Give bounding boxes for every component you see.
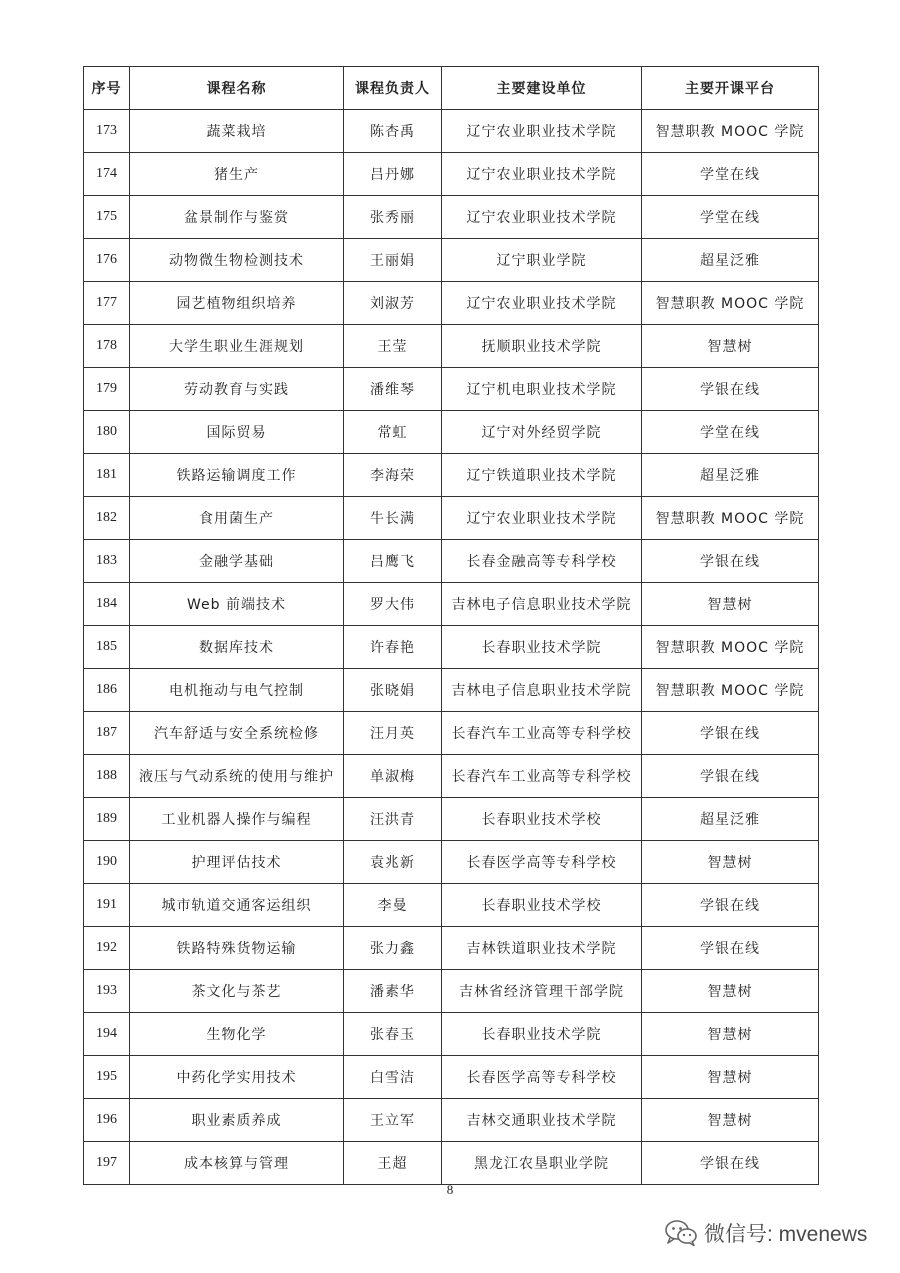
cell-index: 195 [84, 1056, 130, 1099]
table-row [84, 884, 819, 927]
cell-institution: 抚顺职业技术学院 [442, 325, 642, 368]
cell-platform: 超星泛雅 [642, 239, 819, 282]
cell-institution: 辽宁农业职业技术学院 [442, 153, 642, 196]
table-row [84, 153, 819, 196]
cell-index: 177 [84, 282, 130, 325]
cell-course-name: 成本核算与管理 [130, 1142, 344, 1185]
cell-course-lead: 牛长满 [344, 497, 442, 540]
cell-course-lead: 袁兆新 [344, 841, 442, 884]
table-body [84, 110, 819, 1185]
cell-platform: 智慧职教 MOOC 学院 [642, 626, 819, 669]
cell-course-name: 猪生产 [130, 153, 344, 196]
cell-course-lead: 常虹 [344, 411, 442, 454]
cell-index: 189 [84, 798, 130, 841]
cell-course-lead: 潘维琴 [344, 368, 442, 411]
cell-institution: 长春职业技术学校 [442, 884, 642, 927]
table-row [84, 970, 819, 1013]
table-row [84, 1142, 819, 1185]
cell-platform: 智慧职教 MOOC 学院 [642, 110, 819, 153]
header-course-lead: 课程负责人 [344, 67, 442, 110]
header-index: 序号 [84, 67, 130, 110]
cell-institution: 长春职业技术学院 [442, 626, 642, 669]
cell-course-name: 茶文化与茶艺 [130, 970, 344, 1013]
cell-course-name: 液压与气动系统的使用与维护 [130, 755, 344, 798]
cell-institution: 吉林铁道职业技术学院 [442, 927, 642, 970]
cell-course-name: 电机拖动与电气控制 [130, 669, 344, 712]
cell-institution: 吉林省经济管理干部学院 [442, 970, 642, 1013]
cell-institution: 长春医学高等专科学校 [442, 841, 642, 884]
cell-platform: 智慧树 [642, 325, 819, 368]
cell-index: 175 [84, 196, 130, 239]
cell-platform: 学银在线 [642, 1142, 819, 1185]
cell-platform: 学银在线 [642, 540, 819, 583]
header-course-name: 课程名称 [130, 67, 344, 110]
cell-platform: 智慧树 [642, 583, 819, 626]
cell-platform: 学银在线 [642, 927, 819, 970]
table-row [84, 325, 819, 368]
cell-platform: 智慧树 [642, 841, 819, 884]
table-row [84, 368, 819, 411]
watermark [664, 1216, 867, 1250]
cell-course-lead: 罗大伟 [344, 583, 442, 626]
table-header-row [84, 67, 819, 110]
cell-course-name: 盆景制作与鉴赏 [130, 196, 344, 239]
cell-institution: 辽宁对外经贸学院 [442, 411, 642, 454]
cell-index: 190 [84, 841, 130, 884]
cell-institution: 黑龙江农垦职业学院 [442, 1142, 642, 1185]
cell-course-lead: 吕丹娜 [344, 153, 442, 196]
cell-platform: 智慧职教 MOOC 学院 [642, 282, 819, 325]
cell-platform: 超星泛雅 [642, 454, 819, 497]
cell-index: 184 [84, 583, 130, 626]
table-row [84, 497, 819, 540]
cell-institution: 长春医学高等专科学校 [442, 1056, 642, 1099]
table-row [84, 798, 819, 841]
table-row [84, 755, 819, 798]
course-table [83, 66, 819, 1185]
header-institution: 主要建设单位 [442, 67, 642, 110]
cell-platform: 超星泛雅 [642, 798, 819, 841]
page-number: 8 [446, 1182, 454, 1197]
cell-platform: 学堂在线 [642, 153, 819, 196]
watermark-text: 微信号: mvenews [704, 1223, 868, 1246]
table-row [84, 1013, 819, 1056]
cell-institution: 辽宁职业学院 [442, 239, 642, 282]
cell-platform: 学银在线 [642, 755, 819, 798]
table-row [84, 239, 819, 282]
cell-platform: 智慧树 [642, 1013, 819, 1056]
cell-course-lead: 张晓娟 [344, 669, 442, 712]
cell-platform: 智慧树 [642, 970, 819, 1013]
cell-index: 173 [84, 110, 130, 153]
cell-course-name: 铁路运输调度工作 [130, 454, 344, 497]
cell-course-name: 生物化学 [130, 1013, 344, 1056]
cell-institution: 辽宁农业职业技术学院 [442, 196, 642, 239]
cell-index: 186 [84, 669, 130, 712]
cell-index: 193 [84, 970, 130, 1013]
cell-course-lead: 王立军 [344, 1099, 442, 1142]
cell-course-name: 汽车舒适与安全系统检修 [130, 712, 344, 755]
cell-index: 181 [84, 454, 130, 497]
cell-platform: 智慧职教 MOOC 学院 [642, 669, 819, 712]
cell-index: 187 [84, 712, 130, 755]
cell-platform: 学堂在线 [642, 411, 819, 454]
cell-course-name: 园艺植物组织培养 [130, 282, 344, 325]
cell-course-lead: 李曼 [344, 884, 442, 927]
cell-index: 191 [84, 884, 130, 927]
cell-institution: 长春汽车工业高等专科学校 [442, 712, 642, 755]
wechat-icon [664, 1219, 698, 1247]
table-row [84, 669, 819, 712]
cell-platform: 智慧职教 MOOC 学院 [642, 497, 819, 540]
cell-platform: 智慧树 [642, 1099, 819, 1142]
cell-index: 179 [84, 368, 130, 411]
cell-course-lead: 王丽娟 [344, 239, 442, 282]
cell-index: 196 [84, 1099, 130, 1142]
cell-institution: 吉林交通职业技术学院 [442, 1099, 642, 1142]
cell-platform: 学银在线 [642, 368, 819, 411]
cell-institution: 辽宁农业职业技术学院 [442, 110, 642, 153]
cell-course-lead: 吕鹰飞 [344, 540, 442, 583]
cell-course-name: Web 前端技术 [130, 583, 344, 626]
cell-course-lead: 张力鑫 [344, 927, 442, 970]
cell-course-name: 金融学基础 [130, 540, 344, 583]
cell-platform: 学银在线 [642, 884, 819, 927]
cell-index: 188 [84, 755, 130, 798]
table-row [84, 110, 819, 153]
cell-platform: 学堂在线 [642, 196, 819, 239]
cell-course-name: 国际贸易 [130, 411, 344, 454]
cell-index: 176 [84, 239, 130, 282]
table-row [84, 583, 819, 626]
table-row [84, 196, 819, 239]
cell-course-lead: 张春玉 [344, 1013, 442, 1056]
table-row [84, 712, 819, 755]
cell-institution: 辽宁农业职业技术学院 [442, 497, 642, 540]
cell-course-lead: 陈杏禹 [344, 110, 442, 153]
cell-course-lead: 张秀丽 [344, 196, 442, 239]
cell-course-name: 中药化学实用技术 [130, 1056, 344, 1099]
cell-course-lead: 王超 [344, 1142, 442, 1185]
table-row [84, 1099, 819, 1142]
cell-index: 183 [84, 540, 130, 583]
cell-index: 180 [84, 411, 130, 454]
cell-course-name: 职业素质养成 [130, 1099, 344, 1142]
cell-platform: 学银在线 [642, 712, 819, 755]
cell-course-name: 护理评估技术 [130, 841, 344, 884]
cell-index: 194 [84, 1013, 130, 1056]
cell-institution: 辽宁农业职业技术学院 [442, 282, 642, 325]
table-row [84, 1056, 819, 1099]
table-row [84, 454, 819, 497]
table-row [84, 540, 819, 583]
cell-institution: 长春汽车工业高等专科学校 [442, 755, 642, 798]
cell-index: 174 [84, 153, 130, 196]
cell-course-lead: 许春艳 [344, 626, 442, 669]
cell-index: 178 [84, 325, 130, 368]
cell-index: 192 [84, 927, 130, 970]
cell-institution: 辽宁机电职业技术学院 [442, 368, 642, 411]
cell-course-lead: 李海荣 [344, 454, 442, 497]
table-row [84, 626, 819, 669]
table-row [84, 927, 819, 970]
cell-course-lead: 单淑梅 [344, 755, 442, 798]
cell-institution: 吉林电子信息职业技术学院 [442, 583, 642, 626]
cell-institution: 长春金融高等专科学校 [442, 540, 642, 583]
cell-course-lead: 白雪洁 [344, 1056, 442, 1099]
cell-index: 182 [84, 497, 130, 540]
cell-institution: 辽宁铁道职业技术学院 [442, 454, 642, 497]
table-row [84, 841, 819, 884]
cell-course-name: 数据库技术 [130, 626, 344, 669]
cell-course-name: 城市轨道交通客运组织 [130, 884, 344, 927]
cell-course-name: 蔬菜栽培 [130, 110, 344, 153]
cell-course-lead: 王莹 [344, 325, 442, 368]
cell-index: 185 [84, 626, 130, 669]
header-platform: 主要开课平台 [642, 67, 819, 110]
cell-course-name: 动物微生物检测技术 [130, 239, 344, 282]
cell-course-name: 铁路特殊货物运输 [130, 927, 344, 970]
cell-course-lead: 潘素华 [344, 970, 442, 1013]
cell-course-name: 大学生职业生涯规划 [130, 325, 344, 368]
cell-institution: 长春职业技术学院 [442, 1013, 642, 1056]
cell-course-name: 劳动教育与实践 [130, 368, 344, 411]
cell-course-name: 工业机器人操作与编程 [130, 798, 344, 841]
cell-course-lead: 刘淑芳 [344, 282, 442, 325]
cell-platform: 智慧树 [642, 1056, 819, 1099]
cell-index: 197 [84, 1142, 130, 1185]
table-row [84, 282, 819, 325]
cell-course-name: 食用菌生产 [130, 497, 344, 540]
cell-institution: 吉林电子信息职业技术学院 [442, 669, 642, 712]
table-row [84, 411, 819, 454]
cell-course-lead: 汪洪青 [344, 798, 442, 841]
cell-course-lead: 汪月英 [344, 712, 442, 755]
cell-institution: 长春职业技术学校 [442, 798, 642, 841]
